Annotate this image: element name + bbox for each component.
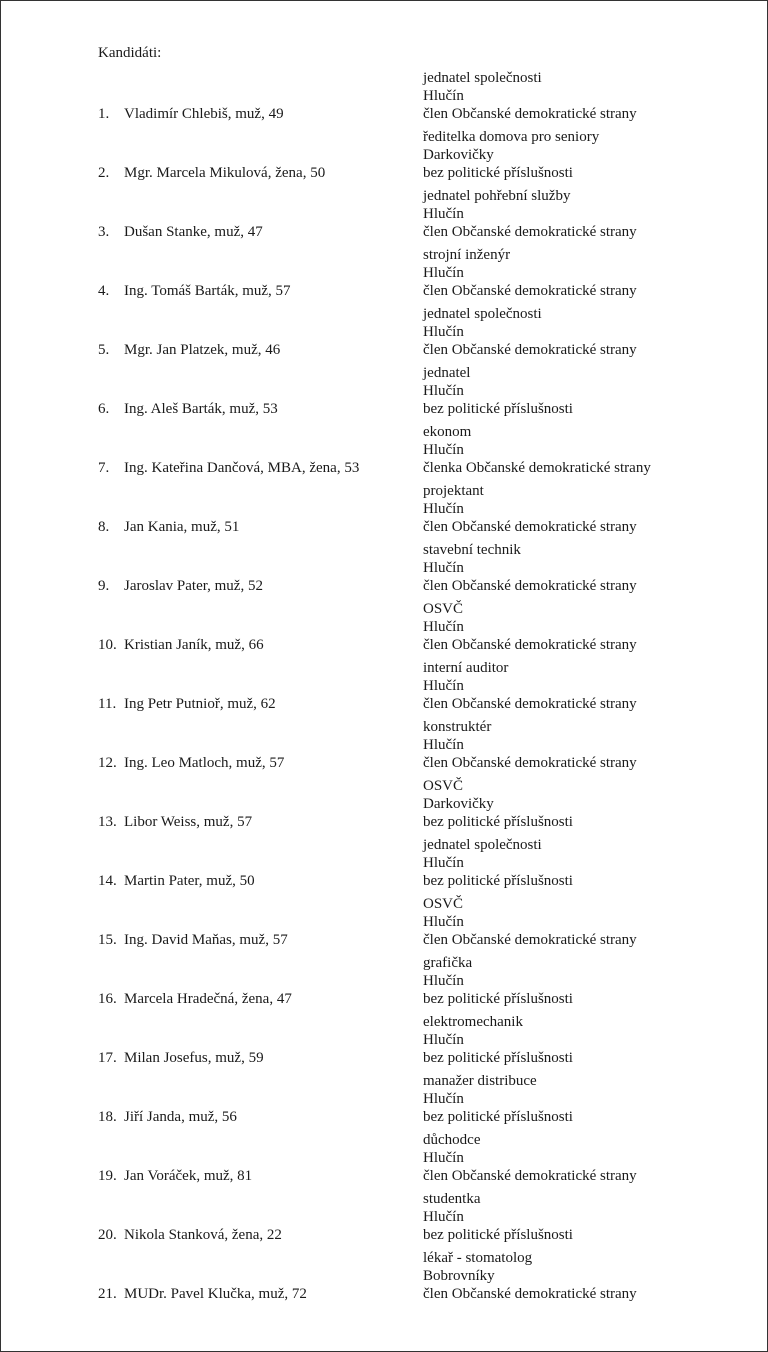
candidate-row xyxy=(0,1072,768,1131)
candidate-number: 5. xyxy=(98,342,110,358)
candidate-row xyxy=(0,777,768,836)
candidate-affiliation: bez politické příslušnosti xyxy=(423,1050,573,1066)
candidate-number: 17. xyxy=(98,1050,117,1066)
candidate-occupation: ředitelka domova pro seniory xyxy=(423,129,600,145)
candidate-row xyxy=(0,718,768,777)
candidate-number: 8. xyxy=(98,519,110,535)
candidate-residence: Hlučín xyxy=(423,1032,464,1048)
candidate-affiliation: člen Občanské demokratické strany xyxy=(423,755,637,771)
candidate-residence: Hlučín xyxy=(423,619,464,635)
candidate-occupation: OSVČ xyxy=(423,601,464,617)
candidate-list xyxy=(0,69,768,1308)
candidate-row xyxy=(0,836,768,895)
candidate-name: Ing. Tomáš Barták, muž, 57 xyxy=(124,283,291,299)
candidate-affiliation: členka Občanské demokratické strany xyxy=(423,460,651,476)
candidate-residence: Hlučín xyxy=(423,678,464,694)
candidate-affiliation: bez politické příslušnosti xyxy=(423,814,573,830)
candidate-name: Jiří Janda, muž, 56 xyxy=(124,1109,237,1125)
candidate-residence: Hlučín xyxy=(423,560,464,576)
candidate-name: Marcela Hradečná, žena, 47 xyxy=(124,991,292,1007)
candidate-residence: Darkovičky xyxy=(423,147,494,163)
candidate-name: Ing. Aleš Barták, muž, 53 xyxy=(124,401,278,417)
candidate-row xyxy=(0,482,768,541)
candidate-name: Mgr. Marcela Mikulová, žena, 50 xyxy=(124,165,326,181)
candidate-occupation: elektromechanik xyxy=(423,1014,523,1030)
candidate-info xyxy=(423,1190,573,1244)
candidate-row xyxy=(0,187,768,246)
candidate-number: 20. xyxy=(98,1227,117,1243)
candidate-residence: Hlučín xyxy=(423,914,464,930)
candidate-occupation: konstruktér xyxy=(423,719,492,735)
candidate-name: Ing. Leo Matloch, muž, 57 xyxy=(124,755,285,771)
candidate-residence: Hlučín xyxy=(423,501,464,517)
candidate-number: 18. xyxy=(98,1109,117,1125)
candidate-occupation: strojní inženýr xyxy=(423,247,511,263)
candidate-number: 2. xyxy=(98,165,110,181)
candidate-affiliation: bez politické příslušnosti xyxy=(423,1227,573,1243)
candidate-row xyxy=(0,895,768,954)
candidate-info xyxy=(423,305,637,359)
candidate-residence: Hlučín xyxy=(423,1209,464,1225)
candidate-number: 3. xyxy=(98,224,110,240)
candidate-residence: Darkovičky xyxy=(423,796,494,812)
candidate-info xyxy=(423,1013,573,1067)
candidate-name: Ing. David Maňas, muž, 57 xyxy=(124,932,288,948)
candidate-row xyxy=(0,1190,768,1249)
candidate-info xyxy=(423,128,599,182)
candidate-affiliation: člen Občanské demokratické strany xyxy=(423,106,637,122)
candidate-occupation: OSVČ xyxy=(423,896,464,912)
candidate-occupation: lékař - stomatolog xyxy=(423,1250,533,1266)
candidate-occupation: důchodce xyxy=(423,1132,481,1148)
candidate-number: 9. xyxy=(98,578,110,594)
candidate-info xyxy=(423,364,573,418)
candidate-residence: Hlučín xyxy=(423,88,464,104)
candidate-occupation: jednatel pohřební služby xyxy=(423,188,571,204)
candidate-affiliation: člen Občanské demokratické strany xyxy=(423,637,637,653)
candidate-row xyxy=(0,246,768,305)
candidate-occupation: jednatel xyxy=(423,365,471,381)
candidate-info xyxy=(423,246,637,300)
candidate-info xyxy=(423,777,573,831)
candidate-affiliation: člen Občanské demokratické strany xyxy=(423,1286,637,1302)
candidate-residence: Hlučín xyxy=(423,383,464,399)
candidate-info xyxy=(423,600,637,654)
candidate-name: Vladimír Chlebiš, muž, 49 xyxy=(124,106,284,122)
candidate-affiliation: bez politické příslušnosti xyxy=(423,991,573,1007)
candidate-name: Milan Josefus, muž, 59 xyxy=(124,1050,264,1066)
candidate-number: 16. xyxy=(98,991,117,1007)
candidate-number: 4. xyxy=(98,283,110,299)
candidate-affiliation: bez politické příslušnosti xyxy=(423,401,573,417)
candidate-occupation: OSVČ xyxy=(423,778,464,794)
candidate-row xyxy=(0,305,768,364)
candidate-row xyxy=(0,1249,768,1308)
candidate-info xyxy=(423,69,637,123)
candidate-row xyxy=(0,1013,768,1072)
candidate-affiliation: člen Občanské demokratické strany xyxy=(423,342,637,358)
candidate-name: Jan Voráček, muž, 81 xyxy=(124,1168,253,1184)
candidate-row xyxy=(0,659,768,718)
candidate-info xyxy=(423,836,573,890)
candidate-number: 11. xyxy=(98,696,117,712)
candidate-occupation: jednatel společnosti xyxy=(423,306,542,322)
candidate-info xyxy=(423,659,637,713)
candidate-row xyxy=(0,364,768,423)
candidate-info xyxy=(423,895,637,949)
candidate-info xyxy=(423,1131,637,1185)
candidate-name: Ing. Kateřina Dančová, MBA, žena, 53 xyxy=(124,460,360,476)
candidate-number: 1. xyxy=(98,106,110,122)
candidate-occupation: manažer distribuce xyxy=(423,1073,537,1089)
candidate-number: 15. xyxy=(98,932,117,948)
candidate-name: Libor Weiss, muž, 57 xyxy=(124,814,253,830)
candidate-number: 14. xyxy=(98,873,117,889)
candidate-row xyxy=(0,128,768,187)
candidate-info xyxy=(423,482,637,536)
candidate-info xyxy=(423,1249,637,1303)
candidate-affiliation: člen Občanské demokratické strany xyxy=(423,224,637,240)
candidate-affiliation: člen Občanské demokratické strany xyxy=(423,932,637,948)
candidate-info xyxy=(423,541,637,595)
candidate-affiliation: člen Občanské demokratické strany xyxy=(423,1168,637,1184)
candidate-affiliation: člen Občanské demokratické strany xyxy=(423,519,637,535)
candidate-residence: Hlučín xyxy=(423,324,464,340)
candidate-affiliation: bez politické příslušnosti xyxy=(423,873,573,889)
candidate-occupation: grafička xyxy=(423,955,473,971)
candidate-info xyxy=(423,954,573,1008)
candidate-affiliation: člen Občanské demokratické strany xyxy=(423,578,637,594)
candidate-info xyxy=(423,1072,573,1126)
candidate-residence: Hlučín xyxy=(423,1150,464,1166)
candidate-info xyxy=(423,423,651,477)
candidate-info xyxy=(423,718,637,772)
candidate-residence: Hlučín xyxy=(423,1091,464,1107)
candidate-occupation: interní auditor xyxy=(423,660,509,676)
candidate-residence: Hlučín xyxy=(423,737,464,753)
candidate-residence: Hlučín xyxy=(423,855,464,871)
candidate-info xyxy=(423,187,637,241)
candidate-name: Nikola Stanková, žena, 22 xyxy=(124,1227,282,1243)
candidate-row xyxy=(0,541,768,600)
candidate-name: Kristian Janík, muž, 66 xyxy=(124,637,264,653)
candidate-number: 10. xyxy=(98,637,117,653)
candidate-name: Jaroslav Pater, muž, 52 xyxy=(124,578,263,594)
candidate-number: 19. xyxy=(98,1168,117,1184)
candidate-number: 13. xyxy=(98,814,117,830)
candidate-row xyxy=(0,69,768,128)
candidate-occupation: stavební technik xyxy=(423,542,521,558)
candidate-affiliation: člen Občanské demokratické strany xyxy=(423,283,637,299)
candidate-occupation: studentka xyxy=(423,1191,481,1207)
candidate-residence: Bobrovníky xyxy=(423,1268,495,1284)
candidate-occupation: jednatel společnosti xyxy=(423,837,542,853)
candidate-affiliation: bez politické příslušnosti xyxy=(423,165,573,181)
candidate-occupation: ekonom xyxy=(423,424,472,440)
candidate-name: Dušan Stanke, muž, 47 xyxy=(124,224,263,240)
candidate-number: 6. xyxy=(98,401,110,417)
candidate-affiliation: bez politické příslušnosti xyxy=(423,1109,573,1125)
candidate-residence: Hlučín xyxy=(423,206,464,222)
candidate-name: Mgr. Jan Platzek, muž, 46 xyxy=(124,342,281,358)
candidate-row xyxy=(0,1131,768,1190)
candidate-residence: Hlučín xyxy=(423,442,464,458)
candidate-residence: Hlučín xyxy=(423,265,464,281)
candidate-affiliation: člen Občanské demokratické strany xyxy=(423,696,637,712)
candidate-number: 7. xyxy=(98,460,110,476)
candidate-number: 21. xyxy=(98,1286,117,1302)
candidate-name: MUDr. Pavel Klučka, muž, 72 xyxy=(124,1286,307,1302)
candidate-number: 12. xyxy=(98,755,117,771)
candidate-residence: Hlučín xyxy=(423,973,464,989)
candidate-name: Jan Kania, muž, 51 xyxy=(124,519,240,535)
candidate-row xyxy=(0,423,768,482)
candidate-row xyxy=(0,600,768,659)
candidate-occupation: projektant xyxy=(423,483,484,499)
candidate-row xyxy=(0,954,768,1013)
page-heading: Kandidáti: xyxy=(98,45,162,61)
candidate-name: Martin Pater, muž, 50 xyxy=(124,873,255,889)
candidate-name: Ing Petr Putnioř, muž, 62 xyxy=(124,696,276,712)
candidate-occupation: jednatel společnosti xyxy=(423,70,542,86)
